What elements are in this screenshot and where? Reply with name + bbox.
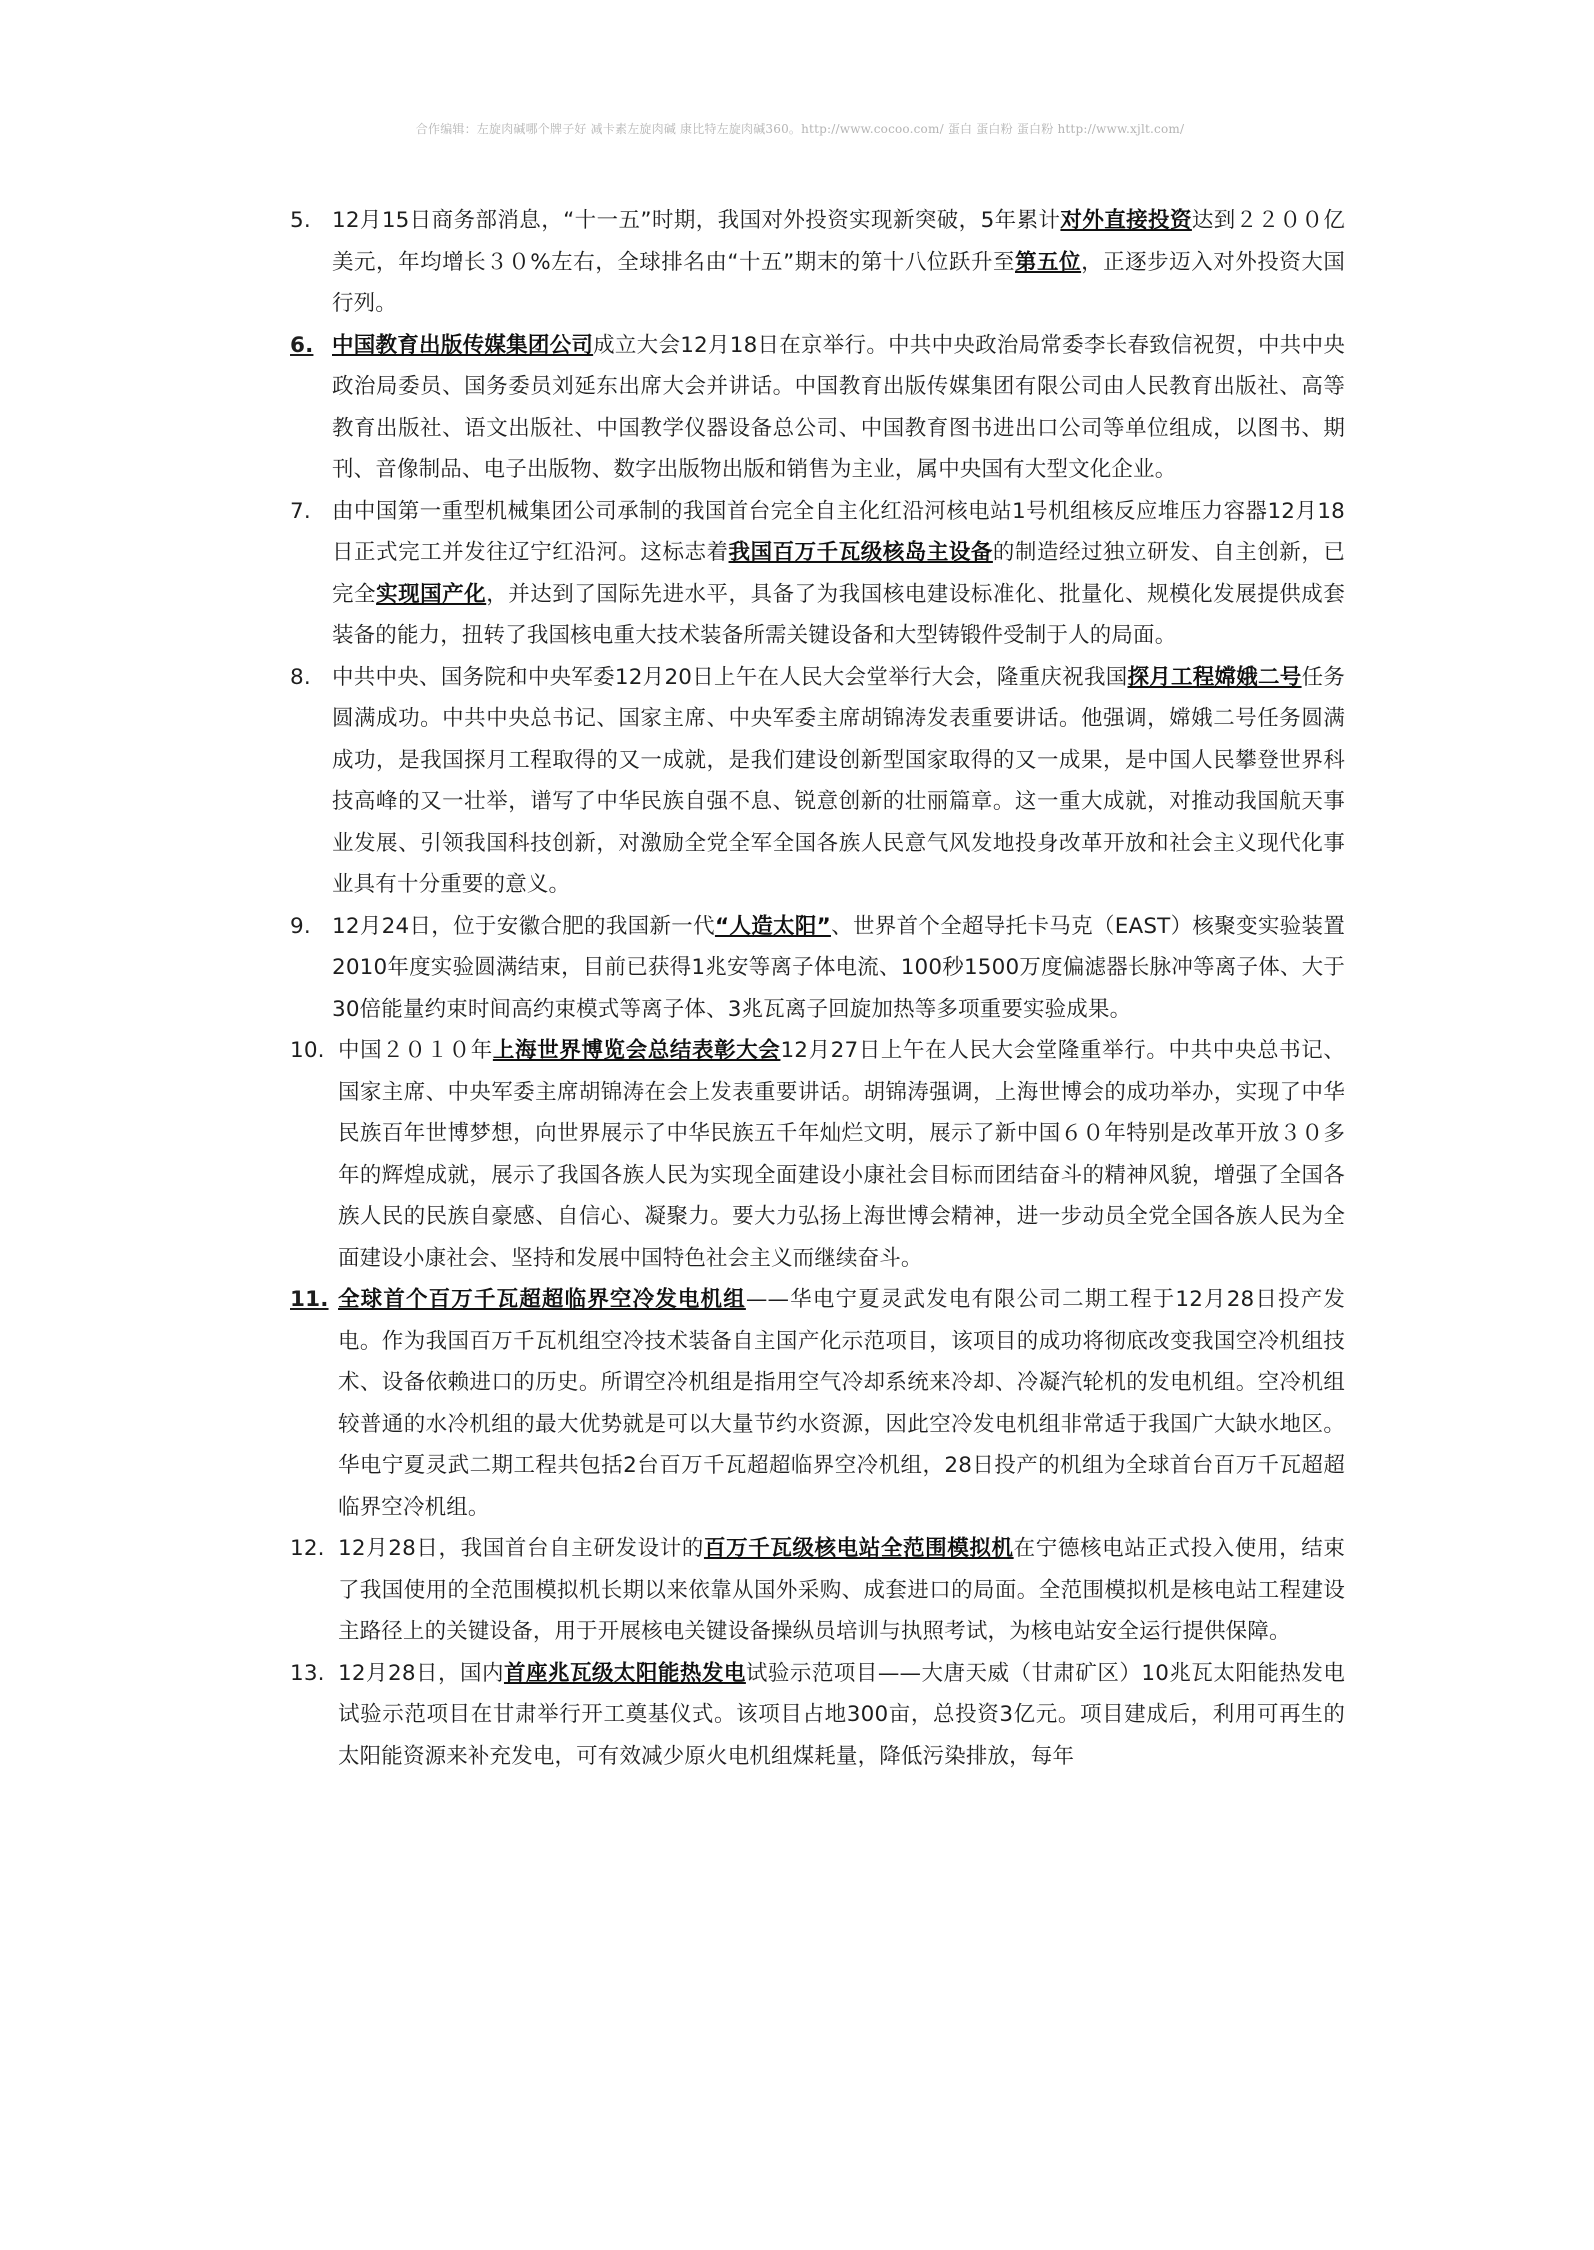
page-header-note	[250, 120, 1350, 137]
item-text: ——华电宁夏灵武发电有限公司二期工程于12月28日投产发电。作为我国百万千瓦机组空冷技术装备自主国产化示范项目，该项目的成功将彻底改变我国空冷机组技术、设备依赖进口的历史。所谓空冷机组是指用空气冷却系统来冷却、冷凝汽轮机的发电机组。空冷机组较普通的水冷机组的最大优势就是可以大量节约水资源，因此空冷发电机组非常适于我国广大缺水地区。华电宁夏灵武二期工程共包括2台百万千瓦超超临界空冷机组，28日投产的机组为全球首台百万千瓦超超临界空冷机组。	[338, 1287, 1346, 1520]
item-text: 12月28日，我国首台自主研发设计的	[338, 1536, 704, 1561]
news-item	[290, 1653, 1345, 1778]
item-text: 12月28日，国内	[338, 1660, 504, 1686]
item-number: 11.	[290, 1287, 329, 1312]
news-item	[290, 200, 1345, 325]
item-text: 中国２０１０年	[338, 1038, 493, 1063]
header-text: 合作编辑：左旋肉碱哪个牌子好 减卡素左旋肉碱 康比特左旋肉碱360。http://www.cocoo.com/ 蛋白 蛋白粉 蛋白粉 http://www.xjlt.com/	[415, 122, 1185, 136]
highlighted-phrase: 实现国产化	[376, 581, 487, 607]
highlighted-phrase: 第五位	[1015, 249, 1082, 275]
item-text: ，正逐步迈入对外投资大国行列。	[332, 249, 1345, 316]
highlighted-phrase: “人造太阳”	[714, 913, 831, 939]
item-number: 10.	[290, 1038, 325, 1063]
highlighted-phrase: 全球首个百万千瓦超超临界空冷发电机组	[338, 1287, 746, 1312]
news-list	[290, 200, 1345, 1777]
item-text: 12月15日商务部消息，“十一五”时期，我国对外投资实现新突破，5年累计	[332, 208, 1061, 233]
news-item	[290, 491, 1345, 657]
item-text: 12月24日，位于安徽合肥的我国新一代	[332, 913, 715, 939]
item-text: 达到２２００亿美元，年均增长３０%左右，全球排名由“十五”期末的第十八位跃升至	[332, 208, 1346, 275]
highlighted-phrase: 我国百万千瓦级核岛主设备	[728, 540, 993, 565]
highlighted-phrase: 首座兆瓦级太阳能热发电	[503, 1660, 746, 1686]
news-item	[290, 325, 1345, 491]
highlighted-phrase: 探月工程嫦娥二号	[1127, 664, 1302, 690]
item-number: 8.	[290, 664, 311, 690]
item-number: 5.	[290, 208, 311, 233]
item-text: 12月27日上午在人民大会堂隆重举行。中共中央总书记、国家主席、中央军委主席胡锦涛在会上发表重要讲话。胡锦涛强调，上海世博会的成功举办，实现了中华民族百年世博梦想，向世界展示了中华民族五千年灿烂文明，展示了新中国６０年特别是改革开放３０多年的辉煌成就，展示了我国各族人民为实现全面建设小康社会目标而团结奋斗的精神风貌，增强了全国各族人民的民族自豪感、自信心、凝聚力。要大力弘扬上海世博会精神，进一步动员全党全国各族人民为全面建设小康社会、坚持和发展中国特色社会主义而继续奋斗。	[338, 1038, 1345, 1271]
item-text: 的制造经过独立研发、自主创新，已完全	[332, 540, 1346, 607]
item-number: 6.	[290, 332, 314, 358]
highlighted-phrase: 中国教育出版传媒集团公司	[332, 332, 594, 358]
item-text: 由中国第一重型机械集团公司承制的我国首台完全自主化红沿河核电站1号机组核反应堆压力容器12月18日正式完工并发往辽宁红沿河。这标志着	[332, 498, 1345, 565]
news-item	[290, 1030, 1345, 1279]
item-number: 9.	[290, 913, 311, 939]
news-item	[290, 657, 1345, 906]
item-text: ，并达到了国际先进水平，具备了为我国核电建设标准化、批量化、规模化发展提供成套装备的能力，扭转了我国核电重大技术装备所需关键设备和大型铸锻件受制于人的局面。	[332, 581, 1345, 648]
news-item	[290, 906, 1345, 1031]
item-number: 13.	[290, 1660, 325, 1686]
item-text: 中共中央、国务院和中央军委12月20日上午在人民大会堂举行大会，隆重庆祝我国	[332, 664, 1128, 690]
item-number: 7.	[290, 498, 311, 524]
news-item	[290, 1528, 1345, 1653]
item-number: 12.	[290, 1536, 325, 1561]
highlighted-phrase: 百万千瓦级核电站全范围模拟机	[703, 1536, 1014, 1561]
item-text: 试验示范项目——大唐天威（甘肃矿区）10兆瓦太阳能热发电试验示范项目在甘肃举行开工奠基仪式。该项目占地300亩，总投资3亿元。项目建成后，利用可再生的太阳能资源来补充发电，可有效减少原火电机组煤耗量，降低污染排放，每年	[338, 1660, 1345, 1769]
item-text: 、世界首个全超导托卡马克（EAST）核聚变实验装置2010年度实验圆满结束，目前已获得1兆安等离子体电流、100秒1500万度偏滤器长脉冲等离子体、大于30倍能量约束时间高约束模式等离子体、3兆瓦离子回旋加热等多项重要实验成果。	[332, 913, 1345, 1022]
highlighted-phrase: 上海世界博览会总结表彰大会	[492, 1038, 781, 1063]
highlighted-phrase: 对外直接投资	[1060, 208, 1192, 233]
item-text: 任务圆满成功。中共中央总书记、国家主席、中央军委主席胡锦涛发表重要讲话。他强调，嫦娥二号任务圆满成功，是我国探月工程取得的又一成就，是我们建设创新型国家取得的又一成果，是中国人民攀登世界科技高峰的又一壮举，谱写了中华民族自强不息、锐意创新的壮丽篇章。这一重大成就，对推动我国航天事业发展、引领我国科技创新，对激励全党全军全国各族人民意气风发地投身改革开放和社会主义现代化事业具有十分重要的意义。	[332, 664, 1345, 897]
news-item	[290, 1279, 1345, 1528]
item-text: 在宁德核电站正式投入使用，结束了我国使用的全范围模拟机长期以来依靠从国外采购、成套进口的局面。全范围模拟机是核电站工程建设主路径上的关键设备，用于开展核电关键设备操纵员培训与执照考试，为核电站安全运行提供保障。	[338, 1536, 1345, 1644]
item-text: 成立大会12月18日在京举行。中共中央政治局常委李长春致信祝贺，中共中央政治局委员、国务委员刘延东出席大会并讲话。中国教育出版传媒集团有限公司由人民教育出版社、高等教育出版社、语文出版社、中国教学仪器设备总公司、中国教育图书进出口公司等单位组成，以图书、期刊、音像制品、电子出版物、数字出版物出版和销售为主业，属中央国有大型文化企业。	[332, 332, 1345, 482]
